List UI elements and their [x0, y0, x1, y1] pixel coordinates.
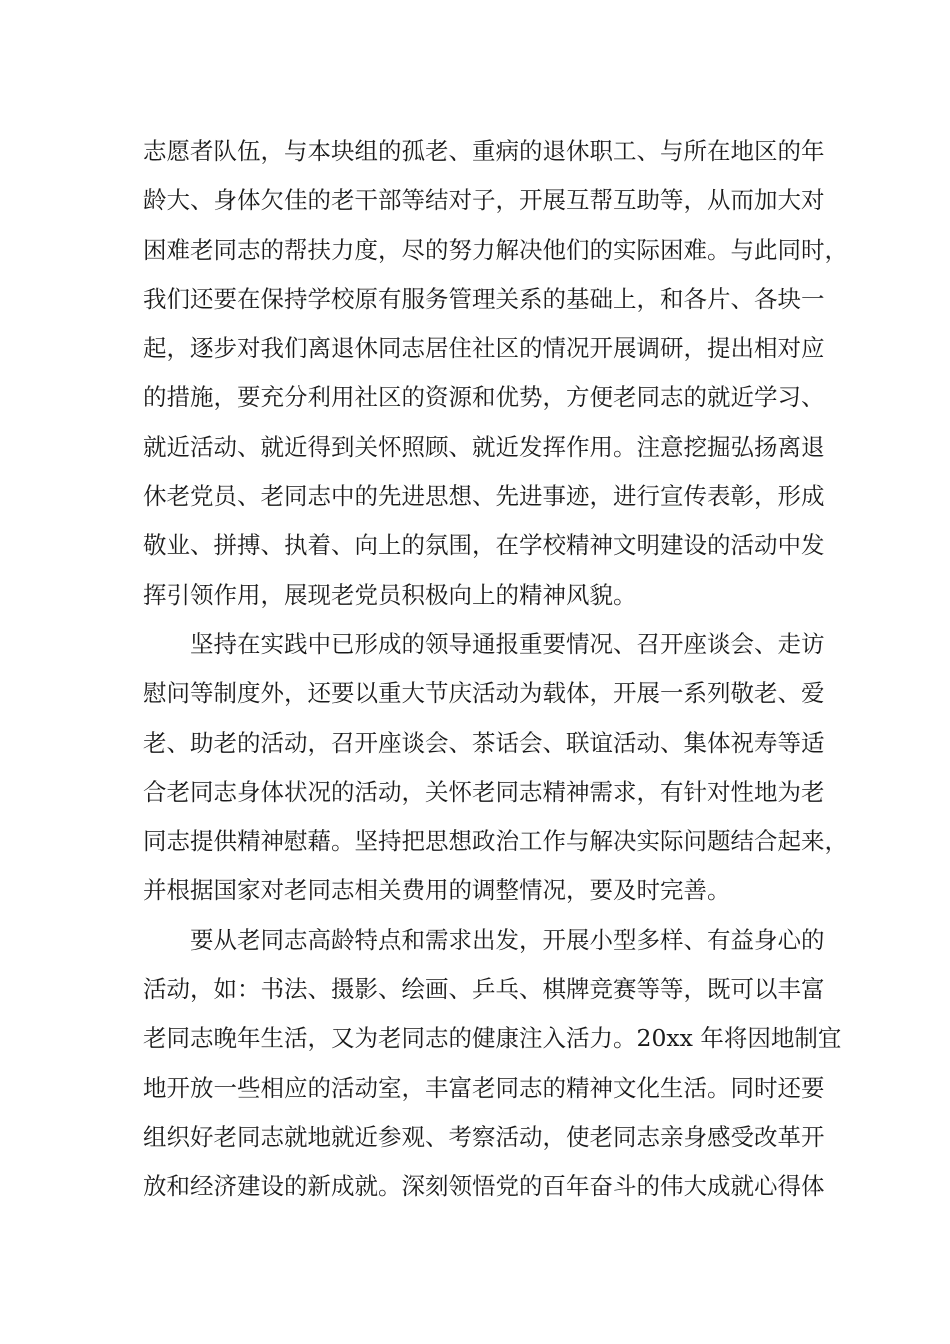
text-line: 组织好老同志就地就近参观、考察活动，使老同志亲身感受改革开: [143, 1122, 825, 1151]
text-line: 并根据国家对老同志相关费用的调整情况，要及时完善。: [143, 876, 731, 905]
paragraph-2: [143, 620, 848, 916]
text-line: 挥引领作用，展现老党员积极向上的精神风貌。: [143, 580, 637, 609]
text-line: 我们还要在保持学校原有服务管理关系的基础上，和各片、各块一: [143, 284, 825, 313]
text-line: 坚持在实践中已形成的领导通报重要情况、召开座谈会、走访: [190, 629, 825, 658]
paragraph-1: [143, 127, 848, 620]
text-line: 就近活动、就近得到关怀照顾、就近发挥作用。注意挖掘弘扬离退: [143, 432, 825, 461]
text-line: 志愿者队伍，与本块组的孤老、重病的退休职工、与所在地区的年: [143, 137, 825, 165]
text-line: 放和经济建设的新成就。深刻领悟党的百年奋斗的伟大成就心得体: [143, 1172, 825, 1201]
text-line: 同志提供精神慰藉。坚持把思想政治工作与解决实际问题结合起来，: [143, 827, 848, 856]
paragraph-3: [143, 916, 842, 1212]
text-line: 老同志晚年生活，又为老同志的健康注入活力。20xx 年将因地制宜: [143, 1024, 842, 1053]
text-line: 地开放一些相应的活动室，丰富老同志的精神文化生活。同时还要: [143, 1073, 825, 1102]
text-line: 活动，如：书法、摄影、绘画、乒乓、棋牌竞赛等等，既可以丰富: [143, 975, 825, 1004]
text-line: 的措施，要充分利用社区的资源和优势，方便老同志的就近学习、: [143, 383, 825, 412]
text-line: 休老党员、老同志中的先进思想、先进事迹，进行宣传表彰，形成: [143, 482, 825, 511]
text-line: 起，逐步对我们离退休同志居住社区的情况开展调研，提出相对应: [143, 334, 825, 363]
text-line: 慰问等制度外，还要以重大节庆活动为载体，开展一系列敬老、爱: [143, 679, 825, 708]
text-line: 敬业、拼搏、执着、向上的氛围，在学校精神文明建设的活动中发: [143, 531, 825, 560]
text-line: 老、助老的活动，召开座谈会、茶话会、联谊活动、集体祝寿等适: [143, 728, 825, 757]
text-line: 困难老同志的帮扶力度，尽的努力解决他们的实际困难。与此同时，: [143, 235, 848, 264]
text-line: 要从老同志高龄特点和需求出发，开展小型多样、有益身心的: [190, 925, 825, 954]
text-line: 合老同志身体状况的活动，关怀老同志精神需求，有针对性地为老: [143, 777, 825, 806]
text-line: 龄大、身体欠佳的老干部等结对子，开展互帮互助等，从而加大对: [143, 186, 825, 215]
body-text: [143, 127, 848, 1212]
